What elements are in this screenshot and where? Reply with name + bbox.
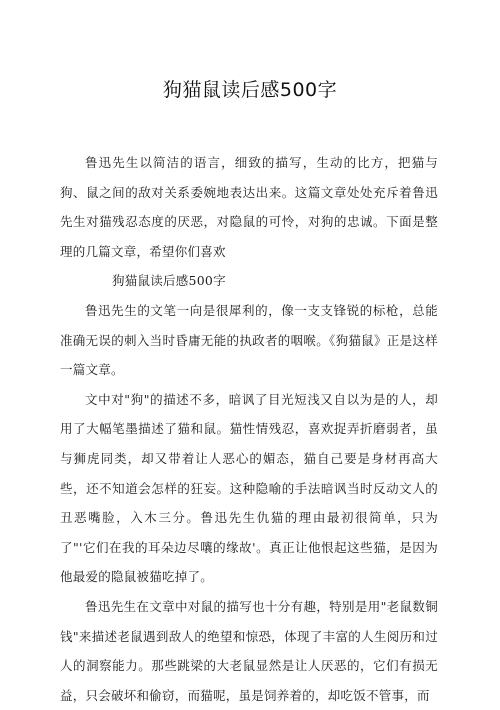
document-body <box>60 148 438 710</box>
document-title: 狗猫鼠读后感500字 <box>162 79 338 101</box>
body-paragraph-1: 鲁迅先生的文笔一向是很犀利的，像一支支锋锐的标枪，总能准确无误的刺入当时昏庸无能的执政者的咽喉。《狗猫鼠》正是这样一篇文章。 <box>60 302 438 378</box>
body-paragraph-2: 文中对"狗"的描述不多，暗讽了目光短浅又自以为是的人，却用了大幅笔墨描述了猫和鼠。猫性情残忍，喜欢捉弄折磨弱者，虽与狮虎同类，却又带着让人恶心的媚态，猫自己要是身材再高大些，还不知道会怎样的狂妄。这种隐喻的手法暗讽当时反动文人的丑恶嘴脸，入木三分。鲁迅先生仇猫的理由最初很简单，只为了"'它们在我的耳朵边尽嚷的缘故'。真正让他恨起这些猫，是因为他最爱的隐鼠被猫吃掉了。 <box>60 391 438 585</box>
intro-paragraph: 鲁迅先生以简洁的语言，细致的描写，生动的比方，把猫与狗、鼠之间的敌对关系委婉地表达出来。这篇文章处处充斥着鲁迅先生对猫残忍态度的厌恶，对隐鼠的可怜，对狗的忠诚。下面是整理的几篇文章，希望你们喜欢 <box>60 155 438 259</box>
body-paragraph-3: 鲁迅先生在文章中对鼠的描写也十分有趣，特别是用"老鼠数铜钱"来描述老鼠遇到敌人的绝望和惊恐，体现了丰富的人生阅历和过人的洞察能力。那些跳梁的大老鼠显然是让人厌恶的，它们有损无益，只会破坏和偷窃，而猫呢，虽是饲养着的，却吃饭不管事，而 <box>60 598 438 703</box>
section-subtitle: 狗猫鼠读后感500字 <box>112 273 226 289</box>
